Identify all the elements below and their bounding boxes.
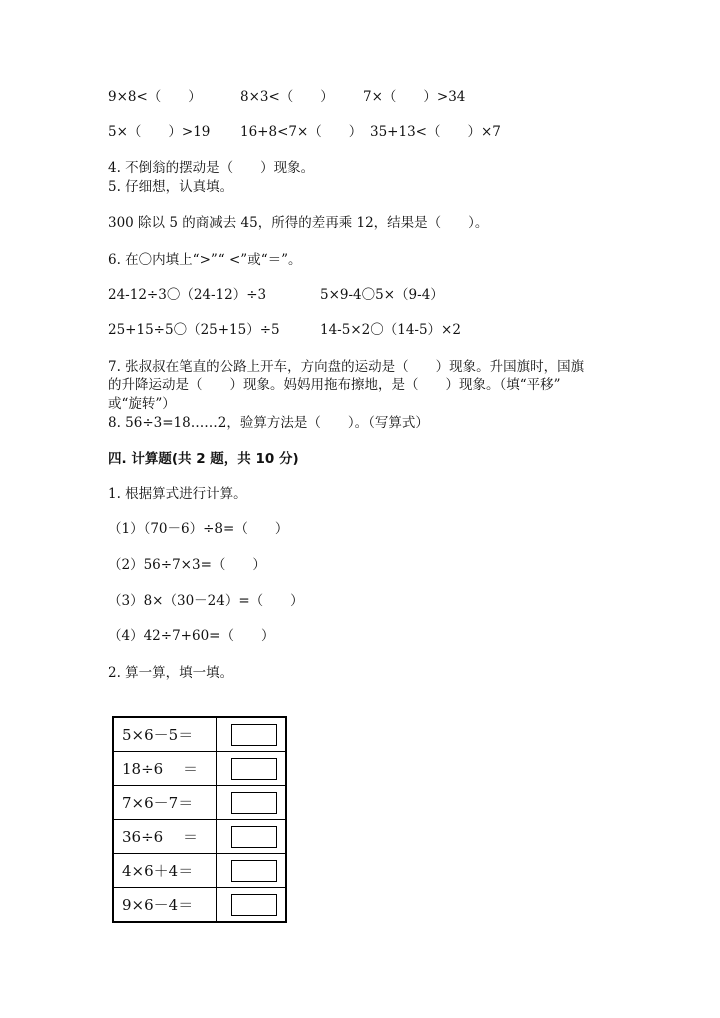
calc-expression: 5×6－5＝	[113, 717, 217, 752]
q6-item: 25+15÷5〇（25+15）÷5	[108, 322, 280, 338]
q6-item: 14-5×2〇（14-5）×2	[320, 322, 461, 338]
compare-item: 5×（ ）>19	[108, 124, 211, 140]
section-4-question-2: 2. 算一算，填一填。	[108, 665, 234, 681]
section-4-question-1: 1. 根据算式进行计算。	[108, 486, 247, 502]
calc-table-row	[113, 786, 286, 820]
question-5-body: 300 除以 5 的商减去 45，所得的差再乘 12，结果是（ ）。	[108, 215, 489, 231]
calc-expression: 7×6－7＝	[113, 786, 217, 820]
answer-box[interactable]	[231, 860, 277, 882]
question-8: 8. 56÷3=18……2，验算方法是（ ）。（写算式）	[108, 415, 429, 431]
answer-cell	[217, 752, 287, 786]
question-7-line-1: 7. 张叔叔在笔直的公路上开车，方向盘的运动是（ ）现象。升国旗时，国旗	[108, 359, 585, 375]
answer-cell	[217, 786, 287, 820]
answer-box[interactable]	[231, 894, 277, 916]
compare-item: 35+13<（ ）×7	[370, 124, 501, 140]
answer-box[interactable]	[231, 792, 277, 814]
question-6: 6. 在〇内填上“>”“ <”或“＝”。	[108, 252, 302, 268]
q6-item: 5×9-4〇5×（9-4）	[320, 287, 444, 303]
calc-table-row	[113, 820, 286, 854]
calc-expression: 4×6＋4＝	[113, 854, 217, 888]
compare-item: 8×3<（ ）	[240, 89, 334, 105]
question-5: 5. 仔细想，认真填。	[108, 179, 234, 195]
calc-table-row	[113, 854, 286, 888]
calc-item-3: （3）8×（30－24）=（ ）	[108, 593, 304, 609]
compare-item: 16+8<7×（ ）	[240, 124, 363, 140]
calc-expression: 9×6－4＝	[113, 888, 217, 923]
question-7-line-3: 或“旋转”）	[108, 396, 176, 412]
calc-expression: 36÷6 ＝	[113, 820, 217, 854]
answer-cell	[217, 888, 287, 923]
answer-box[interactable]	[231, 724, 277, 746]
section-4-heading: 四. 计算题(共 2 题，共 10 分)	[108, 451, 299, 467]
answer-cell	[217, 854, 287, 888]
question-4: 4. 不倒翁的摆动是（ ）现象。	[108, 160, 315, 176]
q6-item: 24-12÷3〇（24-12）÷3	[108, 287, 267, 303]
calc-item-4: （4）42÷7+60=（ ）	[108, 628, 275, 644]
answer-box[interactable]	[231, 826, 277, 848]
calc-table-row	[113, 717, 286, 752]
answer-cell	[217, 717, 287, 752]
compare-item: 7×（ ）>34	[363, 89, 466, 105]
calc-table-row	[113, 888, 286, 923]
calc-item-2: （2）56÷7×3=（ ）	[108, 557, 266, 573]
compare-item: 9×8<（ ）	[108, 89, 202, 105]
answer-box[interactable]	[231, 758, 277, 780]
answer-cell	[217, 820, 287, 854]
calc-expression: 18÷6 ＝	[113, 752, 217, 786]
calc-item-1: （1）（70－6）÷8=（ ）	[108, 521, 289, 537]
question-7-line-2: 的升降运动是（ ）现象。妈妈用拖布擦地，是（ ）现象。（填“平移”	[108, 377, 561, 393]
calc-table-row	[113, 752, 286, 786]
calc-table	[112, 716, 287, 923]
